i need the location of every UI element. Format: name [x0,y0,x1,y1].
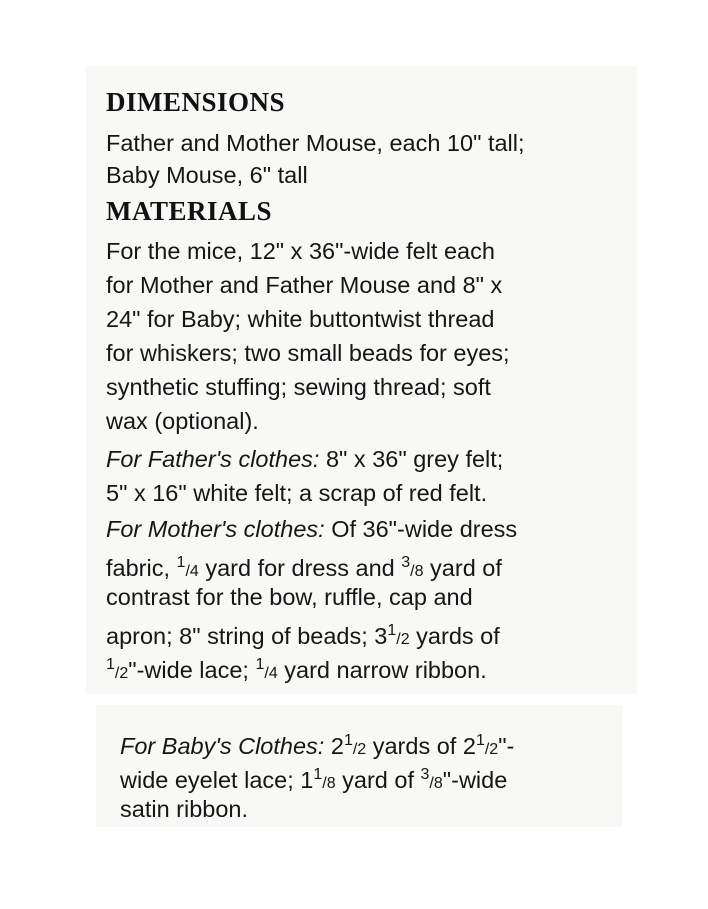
mother-clothes-line-3: contrast for the bow, ruffle, cap and [106,584,473,610]
fraction-slash: / [396,630,401,648]
mother-clothes-label: For Mother's clothes: [106,516,325,542]
baby-clothes-line-1 [120,726,514,765]
text-segment: "-wide lace; [128,656,256,683]
materials-line-4: for whiskers; two small beads for eyes; [106,340,510,366]
text-segment: fabric, [106,554,177,581]
fraction-slash: / [429,774,434,792]
father-clothes-line-1 [106,444,503,474]
fraction-slash: / [114,664,120,682]
father-clothes-line-2: 5" x 16" white felt; a scrap of red felt. [106,480,488,506]
fraction-denominator: 8 [414,562,424,580]
text-segment: apron; 8" string of beads; 3 [106,622,388,649]
text-segment: yard for dress and [198,554,402,581]
materials-line-2: for Mother and Father Mouse and 8" x [106,272,503,298]
materials-heading: MATERIALS [106,196,273,226]
baby-clothes-line-3: satin ribbon. [120,796,249,822]
baby-clothes-label: For Baby's Clothes: [120,732,325,759]
mother-clothes-line-2 [106,548,502,587]
materials-line-1: For the mice, 12" x 36"-wide felt each [106,238,495,264]
fraction-numerator: 1 [176,554,186,571]
mother-clothes-line-5 [106,650,487,689]
fraction-denominator: 2 [357,740,367,758]
baby-clothes-line-2 [120,760,507,799]
materials-line-3: 24" for Baby; white buttontwist thread [106,306,495,332]
mother-clothes-line-1 [106,514,517,544]
dimensions-line-1: Father and Mother Mouse, each 10" tall; [106,130,525,156]
materials-line-6: wax (optional). [106,408,259,434]
text-segment: yard of [335,766,421,793]
fraction-denominator: 2 [400,630,410,648]
text-segment: wide eyelet lace; 1 [120,766,314,793]
father-clothes-text: 8" x 36" grey felt; [319,446,504,472]
fraction-denominator: 2 [489,740,499,758]
father-clothes-label: For Father's clothes: [106,446,320,472]
fraction-slash: / [185,562,190,580]
mother-clothes-line-4 [106,616,500,655]
fraction-numerator: 3 [420,766,430,783]
fraction-numerator: 1 [106,656,115,673]
materials-line-5: synthetic stuffing; sewing thread; soft [106,374,491,400]
fraction-slash: / [484,740,490,758]
dimensions-heading: DIMENSIONS [106,87,286,117]
text-segment: "-wide [442,766,508,793]
mother-clothes-text: Of 36"-wide dress [324,516,518,542]
text-segment: yards of [409,622,500,649]
fraction-numerator: 1 [343,732,353,749]
fraction-numerator: 3 [401,554,411,571]
dimensions-line-2: Baby Mouse, 6" tall [106,162,308,188]
fraction-denominator: 4 [268,664,278,682]
text-segment: "- [498,732,515,759]
fraction-numerator: 1 [255,656,265,673]
text-segment: 2 [324,732,344,759]
fraction-slash: / [322,774,327,792]
fraction-denominator: 8 [433,774,443,792]
fraction-numerator: 1 [475,732,485,749]
text-segment: yards of 2 [366,732,476,759]
fraction-denominator: 8 [326,774,336,792]
fraction-denominator: 4 [189,562,199,580]
fraction-numerator: 1 [387,622,397,639]
fraction-slash: / [410,562,415,580]
fraction-denominator: 2 [119,664,129,682]
fraction-slash: / [352,740,358,758]
text-segment: yard of [423,554,502,581]
text-segment: yard narrow ribbon. [277,656,487,683]
fraction-slash: / [264,664,269,682]
fraction-numerator: 1 [313,766,323,783]
